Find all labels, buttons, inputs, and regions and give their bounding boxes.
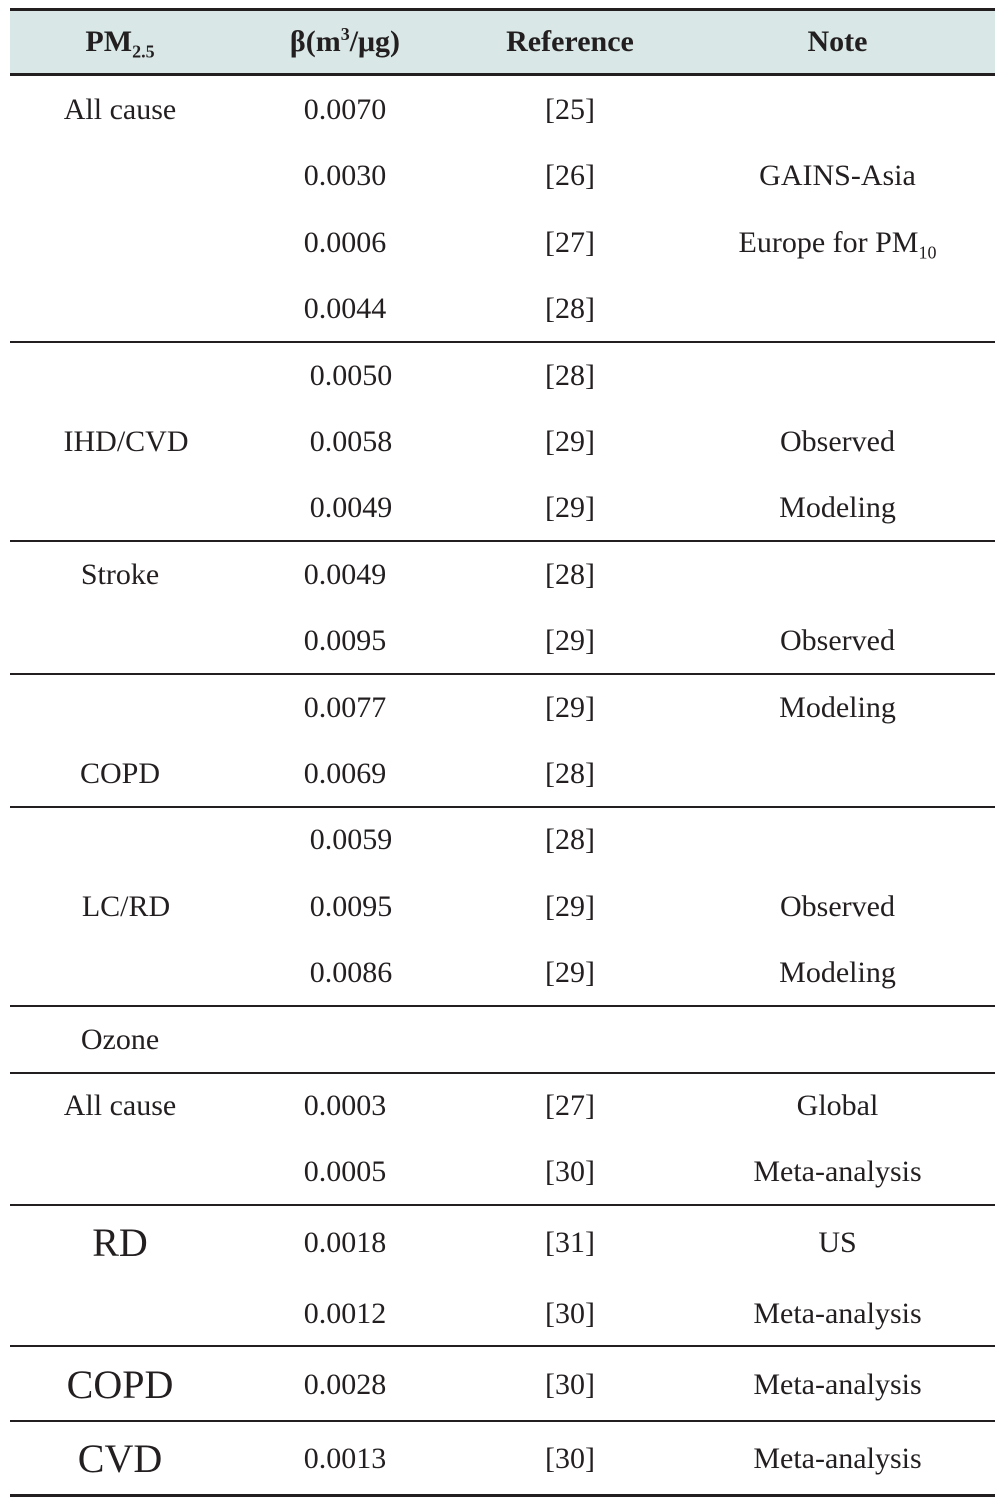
group-divider (10, 1005, 995, 1007)
reference-value: [29] (545, 956, 595, 989)
reference-value: [28] (545, 292, 595, 325)
header-reference: Reference (506, 25, 634, 58)
reference-value: [28] (545, 823, 595, 856)
note-value: Meta-analysis (753, 1155, 922, 1188)
header-beta: $\beta(m^3/\mu g)$ (289, 24, 401, 58)
beta-value: 0.0028 (303, 1368, 387, 1401)
beta-value: 0.0059 (309, 823, 393, 856)
group-label: LC/RD (81, 890, 171, 923)
note-value: GAINS-Asia (759, 159, 916, 192)
note-value: Modeling (779, 691, 896, 724)
group-divider (10, 341, 995, 343)
note-value: Observed (780, 425, 895, 458)
note-value: Europe for $PM_{10}$ (738, 226, 937, 263)
beta-value: 0.0095 (303, 624, 387, 657)
beta-value: 0.0005 (303, 1155, 387, 1188)
group-label: COPD (79, 757, 161, 790)
group-label: RD (92, 1220, 148, 1265)
group-label: Stroke (80, 558, 160, 591)
reference-value: [31] (545, 1226, 595, 1259)
group-label: IHD/CVD (63, 425, 189, 458)
group-divider (10, 1420, 995, 1422)
note-value: Observed (780, 624, 895, 657)
reference-value: [25] (545, 93, 595, 126)
reference-value: [28] (545, 359, 595, 392)
beta-value: 0.0058 (309, 425, 393, 458)
beta-value: 0.0050 (309, 359, 393, 392)
beta-value: 0.0069 (303, 757, 387, 790)
note-value: Global (796, 1089, 879, 1122)
reference-value: [26] (545, 159, 595, 192)
reference-value: [29] (545, 491, 595, 524)
reference-value: [28] (545, 757, 595, 790)
note-value: Observed (780, 890, 895, 923)
group-label: CVD (77, 1436, 163, 1481)
beta-value: 0.0095 (309, 890, 393, 923)
note-value: Meta-analysis (753, 1297, 922, 1330)
beta-value: 0.0013 (303, 1442, 387, 1475)
beta-value: 0.0030 (303, 159, 387, 192)
group-divider (10, 1072, 995, 1074)
reference-value: [29] (545, 890, 595, 923)
group-label: All cause (63, 1089, 177, 1122)
reference-value: [30] (545, 1442, 595, 1475)
reference-value: [28] (545, 558, 595, 591)
reference-value: [27] (545, 226, 595, 259)
beta-value: 0.0006 (303, 226, 387, 259)
beta-value: 0.0049 (309, 491, 393, 524)
reference-value: [30] (545, 1297, 595, 1330)
header-note: Note (807, 25, 868, 58)
table-bottom-rule (10, 1494, 995, 1497)
beta-value: 0.0044 (303, 292, 387, 325)
reference-value: [29] (545, 691, 595, 724)
note-value: Meta-analysis (753, 1368, 922, 1401)
note-value: US (818, 1226, 857, 1259)
beta-value: 0.0070 (303, 93, 387, 126)
beta-value: 0.0018 (303, 1226, 387, 1259)
beta-value: 0.0003 (303, 1089, 387, 1122)
reference-value: [29] (545, 624, 595, 657)
header-pm25: $PM_{2.5}$ (85, 25, 155, 62)
beta-value: 0.0086 (309, 956, 393, 989)
note-value: Modeling (779, 956, 896, 989)
reference-value: [29] (545, 425, 595, 458)
section-label-ozone: Ozone (80, 1023, 160, 1056)
group-divider (10, 1204, 995, 1206)
group-label: COPD (66, 1362, 174, 1407)
coefficient-table (10, 8, 995, 1497)
beta-value: 0.0049 (303, 558, 387, 591)
beta-value: 0.0077 (303, 691, 387, 724)
group-divider (10, 806, 995, 808)
note-value: Meta-analysis (753, 1442, 922, 1475)
beta-value: 0.0012 (303, 1297, 387, 1330)
reference-value: [30] (545, 1155, 595, 1188)
group-divider (10, 540, 995, 542)
table-header (10, 8, 995, 76)
group-divider (10, 673, 995, 675)
reference-value: [30] (545, 1368, 595, 1401)
note-value: Modeling (779, 491, 896, 524)
group-label: All cause (63, 93, 177, 126)
reference-value: [27] (545, 1089, 595, 1122)
group-divider (10, 1345, 995, 1347)
